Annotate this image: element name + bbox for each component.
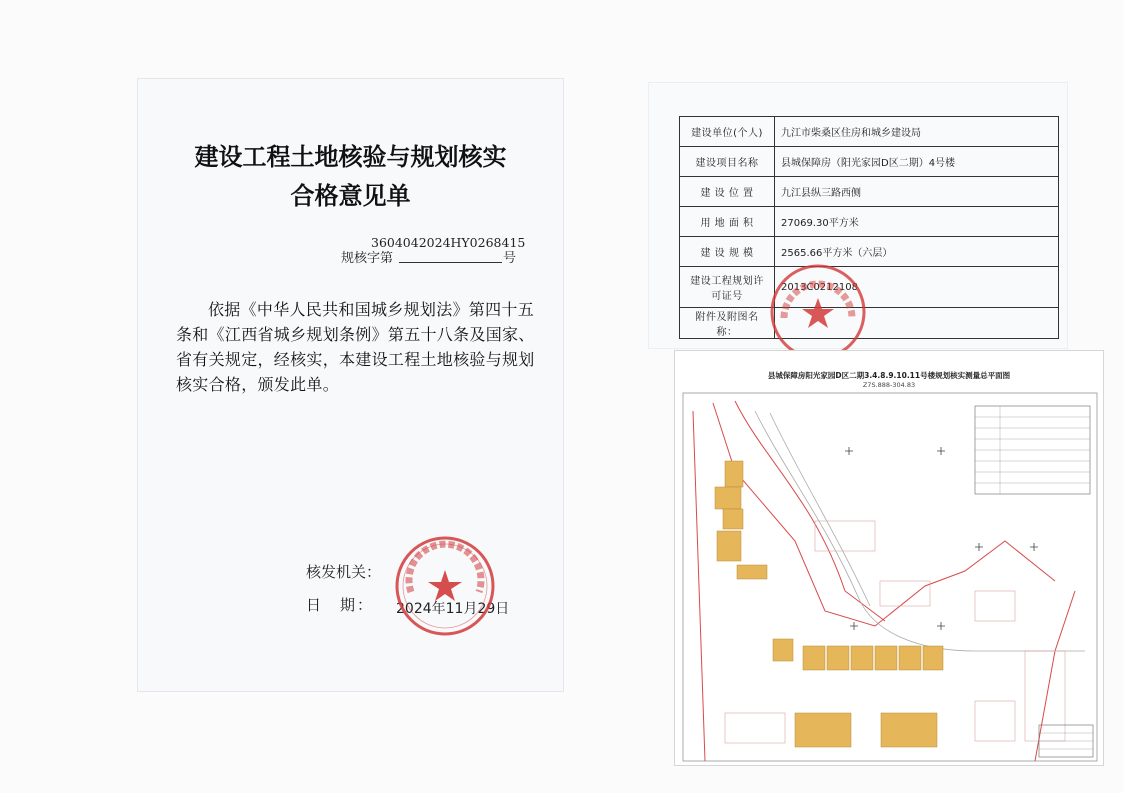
certificate-number: 3604042024HY0268415 — [371, 235, 526, 250]
table-row — [680, 237, 1059, 267]
row-value: 2013C0212108 — [775, 267, 1059, 308]
table-row — [680, 147, 1059, 177]
site-plan-drawing — [674, 350, 1104, 766]
row-label: 用 地 面 积 — [680, 207, 775, 237]
row-label: 建 设 位 置 — [680, 177, 775, 207]
row-label: 建设工程规划许可证号 — [680, 267, 775, 308]
certificate-number-underline — [399, 262, 502, 263]
issue-date: 2024年11月29日 — [396, 601, 510, 617]
certificate-title-line1: 建设工程土地核验与规划核实 — [194, 143, 507, 171]
row-value: 县城保障房（阳光家园D区二期）4号楼 — [775, 147, 1059, 177]
row-value: 27069.30平方米 — [775, 207, 1059, 237]
issuer-label: 核发机关： — [306, 563, 382, 581]
row-value: 九江市柴桑区住房和城乡建设局 — [775, 117, 1059, 147]
certificate-body-text: 依据《中华人民共和国城乡规划法》第四十五条和《江西省城乡规划条例》第五十八条及国家、省有关规定，经核实，本建设工程土地核验与规划核实合格，颁发此单。 — [176, 300, 535, 394]
table-row — [680, 267, 1059, 308]
certificate-title-line2: 合格意见单 — [290, 182, 411, 210]
row-label: 建 设 规 模 — [680, 237, 775, 267]
official-seal-icon — [768, 262, 868, 362]
table-row — [680, 308, 1059, 339]
table-row — [680, 177, 1059, 207]
site-plan-map — [675, 351, 1103, 765]
row-label: 附件及附图名称： — [680, 308, 775, 339]
certificate-number-suffix: 号 — [503, 251, 517, 266]
row-label: 建设项目名称 — [680, 147, 775, 177]
site-plan-title: 县城保障房阳光家园D区二期3.4.8.9.10.11号楼规划核实测量总平面图 — [767, 371, 1011, 380]
table-row — [680, 207, 1059, 237]
row-value: 2565.66平方米（六层） — [775, 237, 1059, 267]
project-info-table — [679, 116, 1059, 339]
row-label: 建设单位(个人) — [680, 117, 775, 147]
row-value: 九江县纵三路西侧 — [775, 177, 1059, 207]
table-row — [680, 117, 1059, 147]
site-plan-subtitle: Z7S.888-304.83 — [862, 381, 916, 389]
official-seal-icon — [393, 534, 497, 638]
date-label: 日 期： — [306, 596, 375, 614]
certificate-number-prefix: 规核字第 — [341, 251, 394, 266]
certificate-page — [137, 78, 564, 692]
